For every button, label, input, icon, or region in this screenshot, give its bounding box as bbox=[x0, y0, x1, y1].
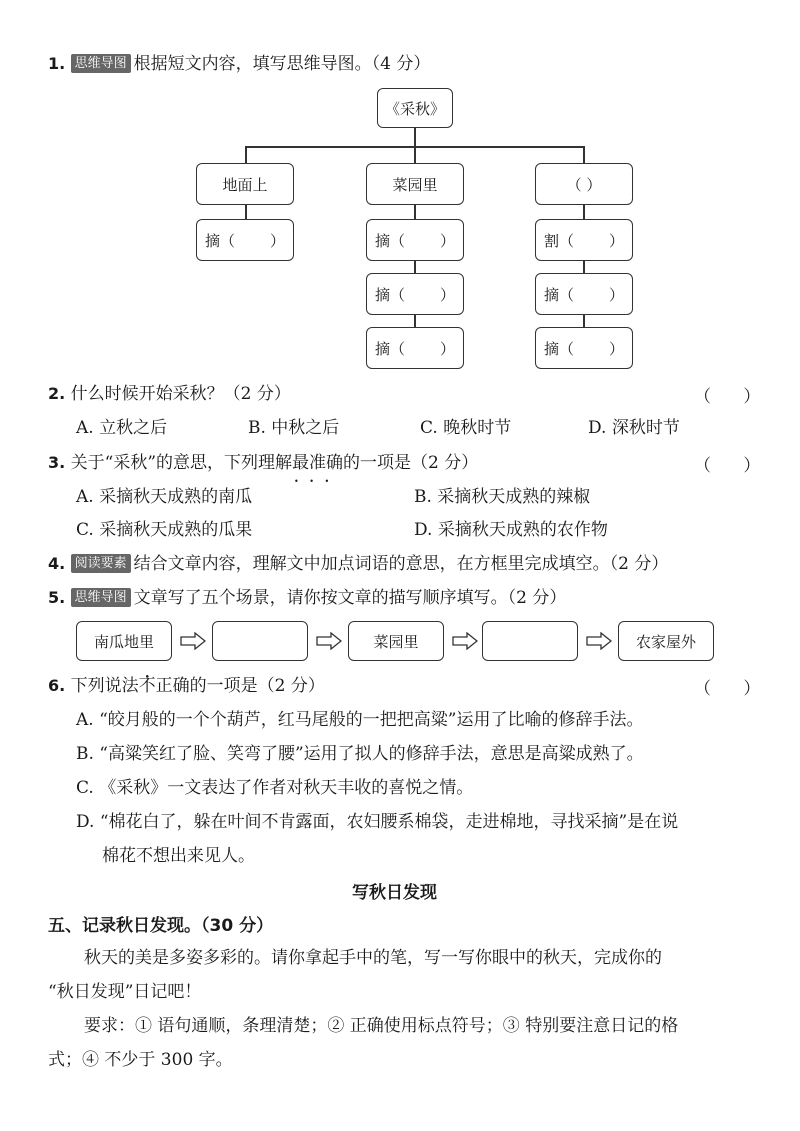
section-heading: 五、记录秋日发现。（30 分） bbox=[48, 916, 274, 936]
q6-option-b: B. “高粱笑红了脸、笑弯了腰”运用了拟人的修辞手法，意思是高粱成熟了。 bbox=[76, 744, 644, 764]
reading-tag: 阅读要素 bbox=[71, 554, 131, 573]
flow-box-2[interactable] bbox=[212, 621, 308, 661]
prompt-line-2: “秋日发现”日记吧！ bbox=[48, 982, 202, 1002]
arrow-icon bbox=[180, 632, 206, 650]
question-2: 2. 什么时候开始采秋？（2 分） bbox=[48, 384, 291, 404]
requirements-line-2: 式；④ 不少于 300 字。 bbox=[48, 1050, 233, 1070]
leaf-garden-2[interactable]: 摘（ ） bbox=[366, 273, 464, 315]
q6-option-a: A. “皎月般的一个个葫芦，红马尾般的一把把高粱”运用了比喻的修辞手法。 bbox=[76, 710, 644, 730]
q3-option-a: A. 采摘秋天成熟的南瓜 bbox=[76, 487, 253, 507]
answer-paren-2[interactable]: （ ） bbox=[694, 387, 761, 407]
flow-box-1: 南瓜地里 bbox=[76, 621, 172, 661]
answer-paren-3[interactable]: （ ） bbox=[694, 456, 761, 476]
leaf-garden-3[interactable]: 摘（ ） bbox=[366, 327, 464, 369]
q6-option-d-cont: 棉花不想出来见人。 bbox=[102, 846, 255, 866]
question-4: 4. 阅读要素 结合文章内容，理解文中加点词语的意思，在方框里完成填空。（2 分） bbox=[48, 554, 669, 574]
q2-option-d: D. 深秋时节 bbox=[588, 418, 680, 438]
prompt-line-1: 秋天的美是多姿多彩的。请你拿起手中的笔，写一写你眼中的秋天，完成你的 bbox=[84, 948, 662, 968]
q6-option-c: C. 《采秋》一文表达了作者对秋天丰收的喜悦之情。 bbox=[76, 778, 474, 798]
answer-paren-6[interactable]: （ ） bbox=[694, 679, 761, 699]
q6-option-d: D. “棉花白了，躲在叶间不肯露面，农妇腰系棉袋，走进棉地，寻找采摘”是在说 bbox=[76, 812, 679, 832]
section-title: 写秋日发现 bbox=[352, 883, 437, 903]
q2-option-a: A. 立秋之后 bbox=[76, 418, 168, 438]
branch-garden: 菜园里 bbox=[366, 163, 464, 205]
requirements-line-1: 要求：① 语句通顺，条理清楚；② 正确使用标点符号；③ 特别要注意日记的格 bbox=[84, 1016, 679, 1036]
question-5: 5. 思维导图 文章写了五个场景，请你按文章的描写顺序填写。（2 分） bbox=[48, 588, 567, 608]
question-1: 1. 思维导图 根据短文内容，填写思维导图。（4 分） bbox=[48, 54, 431, 74]
leaf-ground-1[interactable]: 摘（ ） bbox=[196, 219, 294, 261]
arrow-icon bbox=[316, 632, 342, 650]
leaf-blank-3[interactable]: 摘（ ） bbox=[535, 327, 633, 369]
question-6: 6. 下列说法不正确的一项是（2 分） bbox=[48, 676, 325, 696]
question-3: 3. 关于“采秋”的意思，下列理解最准确 • • •的一项是（2 分） bbox=[48, 451, 478, 475]
mindmap-tag-2: 思维导图 bbox=[71, 588, 131, 607]
q3-option-b: B. 采摘秋天成熟的辣椒 bbox=[414, 487, 591, 507]
branch-ground: 地面上 bbox=[196, 163, 294, 205]
branch-blank[interactable]: （ ） bbox=[535, 163, 633, 205]
flow-box-3: 菜园里 bbox=[348, 621, 444, 661]
q2-option-c: C. 晚秋时节 bbox=[420, 418, 512, 438]
mindmap-root: 《采秋》 bbox=[377, 88, 453, 128]
q2-option-b: B. 中秋之后 bbox=[248, 418, 340, 438]
mindmap-tag: 思维导图 bbox=[71, 54, 131, 73]
leaf-garden-1[interactable]: 摘（ ） bbox=[366, 219, 464, 261]
arrow-icon bbox=[586, 632, 612, 650]
flow-box-5: 农家屋外 bbox=[618, 621, 714, 661]
arrow-icon bbox=[452, 632, 478, 650]
q3-option-c: C. 采摘秋天成熟的瓜果 bbox=[76, 520, 253, 540]
q3-option-d: D. 采摘秋天成熟的农作物 bbox=[414, 520, 608, 540]
flow-box-4[interactable] bbox=[482, 621, 578, 661]
leaf-blank-1[interactable]: 割（ ） bbox=[535, 219, 633, 261]
leaf-blank-2[interactable]: 摘（ ） bbox=[535, 273, 633, 315]
